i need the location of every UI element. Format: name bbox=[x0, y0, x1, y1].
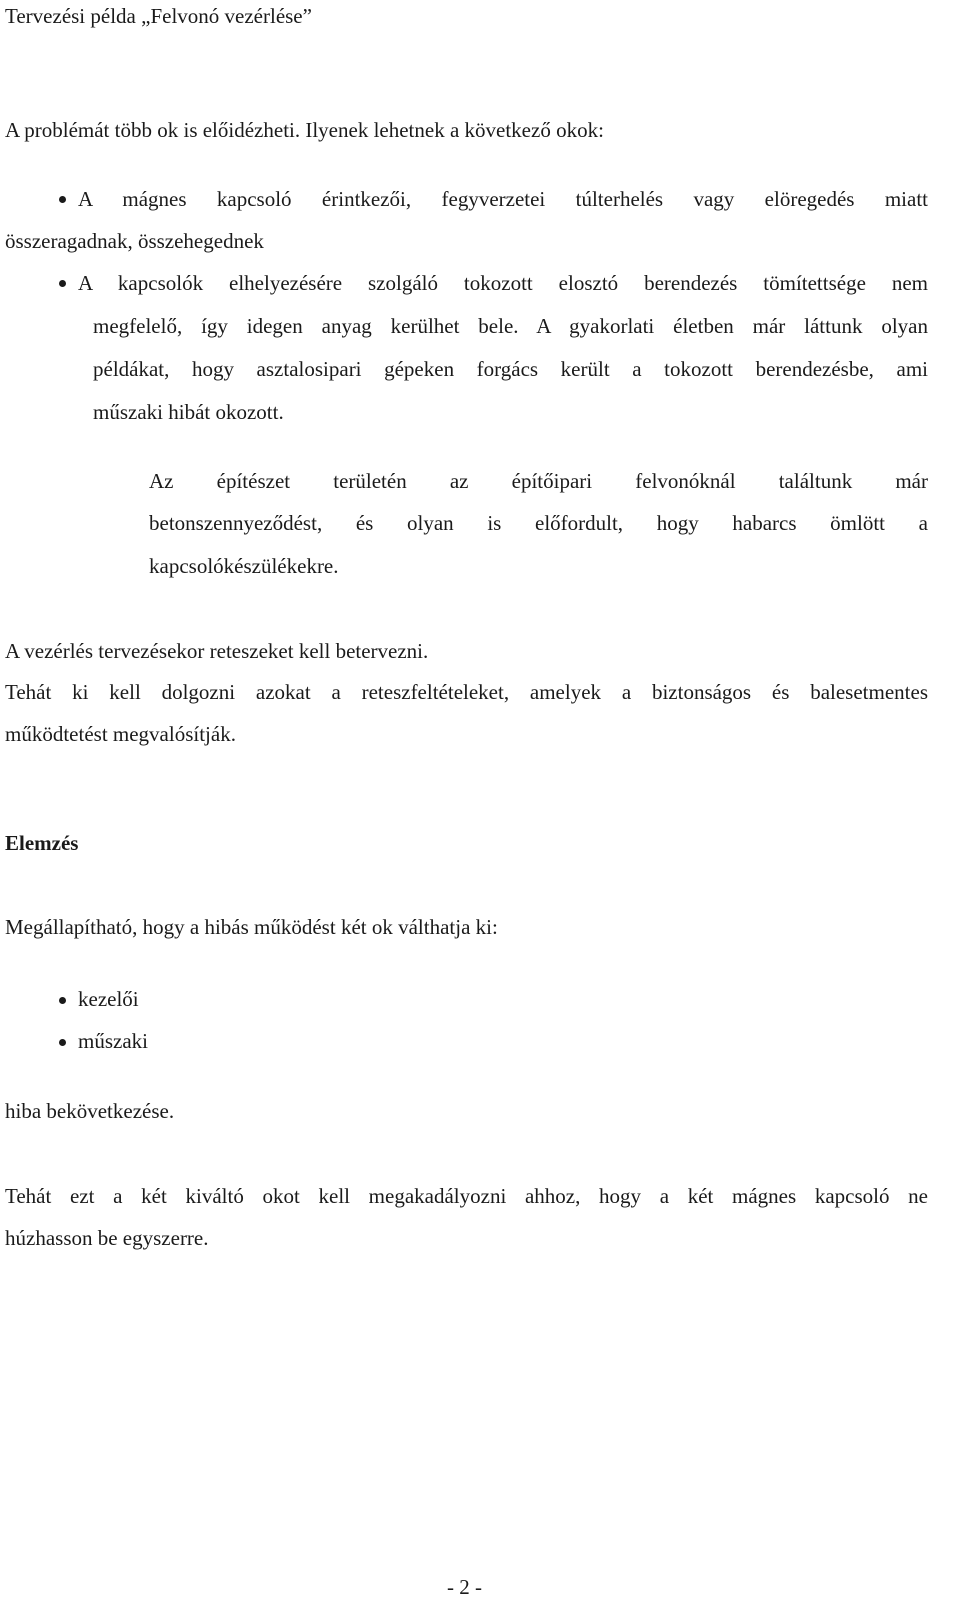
section-heading: Elemzés bbox=[5, 831, 79, 855]
bullet-icon bbox=[59, 997, 66, 1004]
paragraph-line: Tehát ki kell dolgozni azokat a reteszfeltételeket, amelyek a biztonságos és balesetmentes bbox=[5, 680, 928, 704]
list-item-line: megfelelő, így idegen anyag kerülhet bele. A gyakorlati életben már láttunk olyan bbox=[93, 314, 928, 338]
list-item-label: kezelői bbox=[78, 987, 139, 1011]
note-line: kapcsolókészülékekre. bbox=[149, 554, 339, 578]
note-line: Az építészet területén az építőipari felvonóknál találtunk már bbox=[149, 469, 928, 493]
list-item-line: összeragadnak, összehegednek bbox=[5, 229, 264, 253]
bullet-icon bbox=[59, 280, 66, 287]
design-note: A vezérlés tervezésekor reteszeket kell betervezni. bbox=[5, 639, 429, 663]
list-item-line: A kapcsolók elhelyezésére szolgáló tokozott elosztó berendezés tömítettsége nem bbox=[78, 271, 928, 295]
note-line: betonszennyeződést, és olyan is előfordult, hogy habarcs ömlött a bbox=[149, 511, 928, 535]
paragraph-line: húzhasson be egyszerre. bbox=[5, 1226, 209, 1250]
list-item-line: műszaki hibát okozott. bbox=[93, 400, 284, 424]
list-item-label: műszaki bbox=[78, 1029, 148, 1053]
page-number: - 2 - bbox=[447, 1575, 482, 1599]
page-header-title: Tervezési példa „Felvonó vezérlése” bbox=[5, 4, 312, 28]
intro-paragraph: A problémát több ok is előidézheti. Ilyenek lehetnek a következő okok: bbox=[5, 118, 604, 142]
bullet-icon bbox=[59, 196, 66, 203]
list-item-line: példákat, hogy asztalosipari gépeken forgács került a tokozott berendezésbe, ami bbox=[93, 357, 928, 381]
list-item-line: A mágnes kapcsoló érintkezői, fegyverzetei túlterhelés vagy elöregedés miatt bbox=[78, 187, 928, 211]
paragraph-line: működtetést megvalósítják. bbox=[5, 722, 236, 746]
analysis-intro: Megállapítható, hogy a hibás működést két ok válthatja ki: bbox=[5, 915, 498, 939]
analysis-outro: hiba bekövetkezése. bbox=[5, 1099, 175, 1123]
bullet-icon bbox=[59, 1039, 66, 1046]
paragraph-line: Tehát ezt a két kiváltó okot kell megakadályozni ahhoz, hogy a két mágnes kapcsoló ne bbox=[5, 1184, 928, 1208]
